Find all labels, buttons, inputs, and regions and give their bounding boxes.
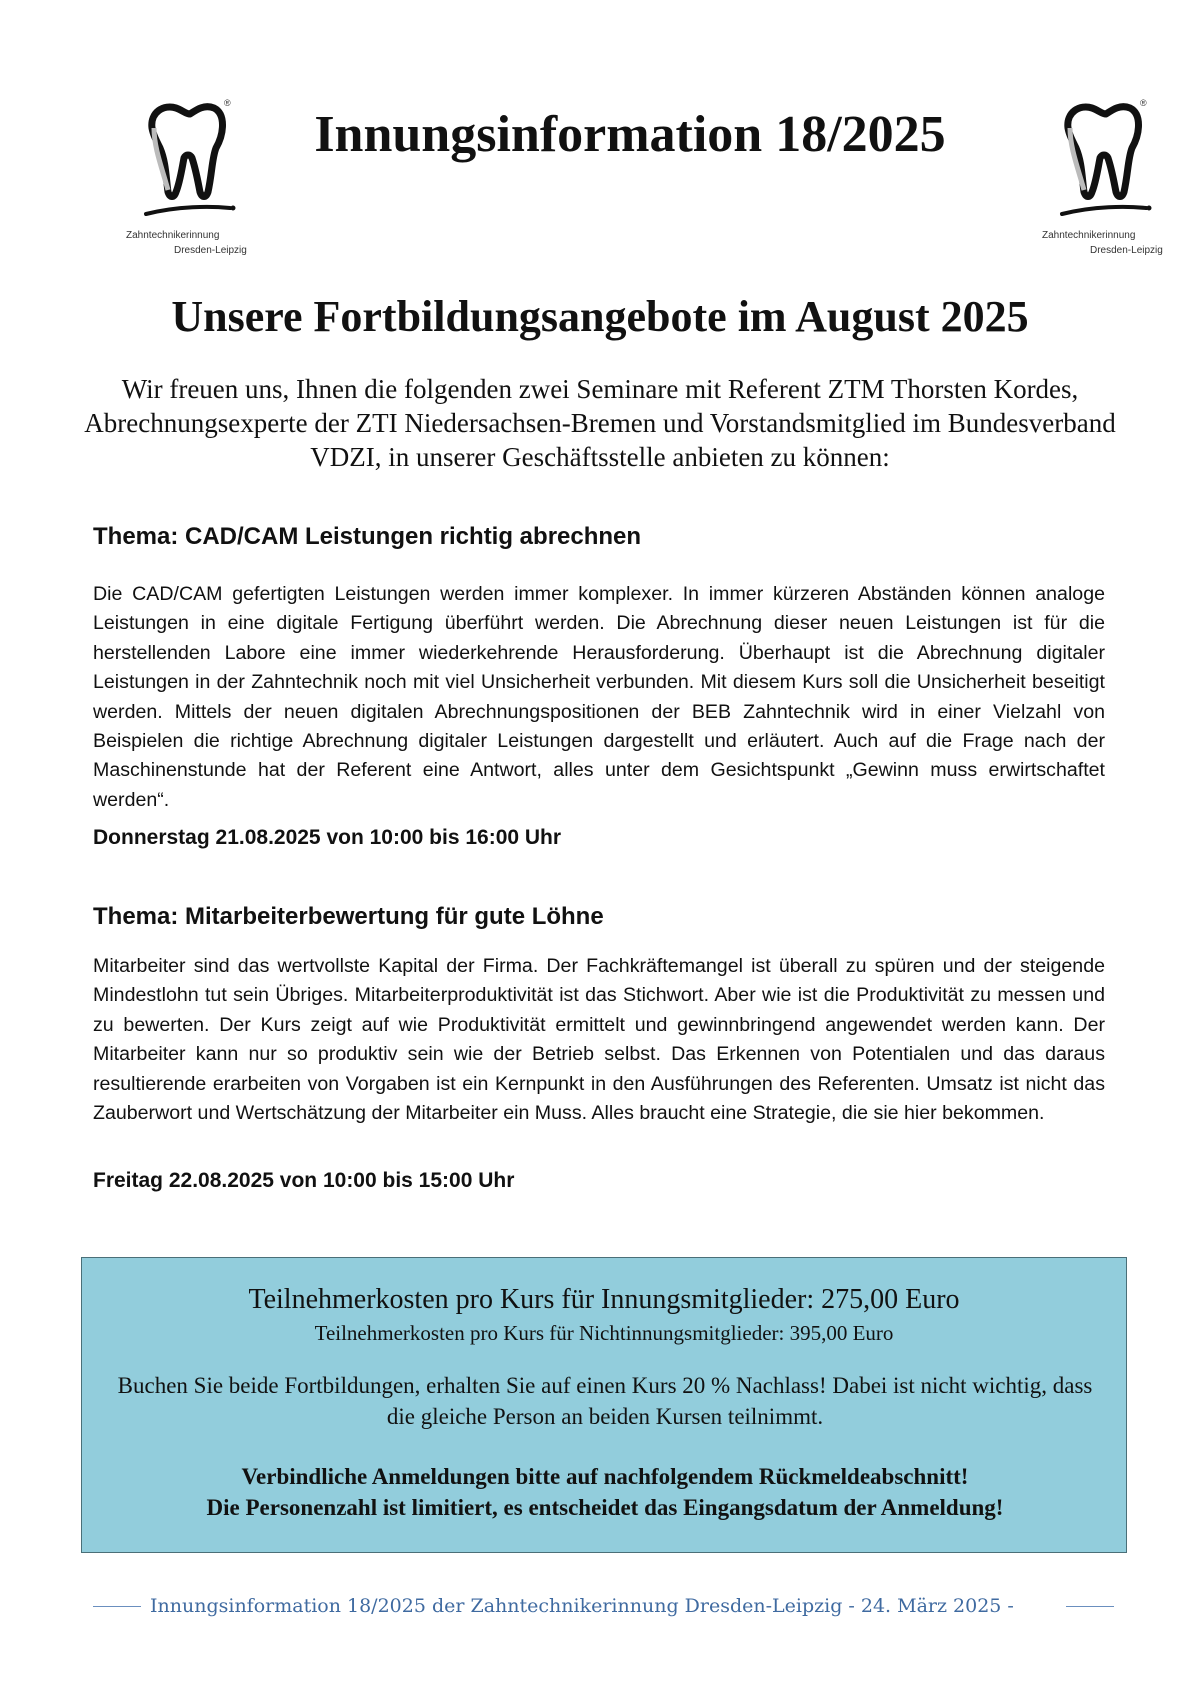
pricing-box — [81, 1257, 1127, 1553]
footer-rule-right — [1066, 1606, 1114, 1607]
discount-note: Buchen Sie beide Fortbildungen, erhalten Sie auf einen Kurs 20 % Nachlass! Dabei ist nicht wichtig, dass die gleiche Person an beiden Kursen teilnimmt. — [117, 1373, 1093, 1429]
footer-rule-left — [93, 1606, 141, 1607]
page-title: Innungsinformation 18/2025 — [314, 106, 946, 163]
member-price: Teilnehmerkosten pro Kurs für Innungsmitglieder: 275,00 Euro — [248, 1284, 960, 1315]
seminar-description: Die CAD/CAM gefertigten Leistungen werden immer komplexer. In immer kürzeren Abständen können analoge Leistungen in eine digitale Fertigung überführt werden. Die Abrechnung dieser neuen Leistungen ist für die herstellenden Labore eine immer wiederkehrende Herausforderung. Überhaupt ist die Abrechnung digitaler Leistungen in der Zahntechnik noch mit viel Unsicherheit verbunden. Mit diesem Kurs soll die Unsicherheit beseitigt werden. Mittels der neuen digitalen Abrechnungspositionen der BEB Zahntechnik wird in einer Vielzahl von Beispielen die richtige Abrechnung digitaler Leistungen dargestellt und erläutert. Auch auf die Frage nach der Maschinenstunde hat der Referent eine Antwort, alles unter dem Gesichtspunkt „Gewinn muss erwirtschaftet werden“. — [93, 583, 1105, 811]
logo-name-line2: Dresden-Leipzig — [174, 245, 247, 256]
logo-name-line1: Zahntechnikerinnung — [1042, 230, 1136, 241]
page-footer — [0, 1592, 1200, 1622]
seminar-description: Mitarbeiter sind das wertvollste Kapital der Firma. Der Fachkräftemangel ist überall zu spüren und der steigende Mindestlohn tut sein Übriges. Mitarbeiterproduktivität ist das Stichwort. Aber wie ist die Produktivität zu messen und zu bewerten. Der Kurs zeigt auf wie Produktivität ermittelt und gewinnbringend angewendet werden kann. Der Mitarbeiter kann nur so produktiv sein wie der Betrieb selbst. Das Erkennen von Potentialen und das daraus resultierende erarbeiten von Vorgaben ist ein Kernpunkt in den Ausführungen des Referenten. Umsatz ist nicht das Zauberwort und Wertschätzung der Mitarbeiter ein Muss. Alles braucht eine Strategie, die sie hier bekommen. — [93, 955, 1105, 1125]
registration-note — [102, 1461, 1108, 1523]
registration-line-1: Verbindliche Anmeldungen bitte auf nachfolgendem Rückmeldeabschnitt! — [241, 1464, 969, 1489]
svg-text:®: ® — [1140, 98, 1147, 108]
seminar-heading: Thema: Mitarbeiterbewertung für gute Löhne — [93, 903, 604, 930]
tooth-icon — [1054, 98, 1154, 223]
seminar-heading: Thema: CAD/CAM Leistungen richtig abrechnen — [93, 523, 642, 550]
page-subtitle: Unsere Fortbildungsangebote im August 2025 — [171, 292, 1029, 341]
seminar-date: Freitag 22.08.2025 von 10:00 bis 15:00 Uhr — [93, 1169, 515, 1192]
footer-text: Innungsinformation 18/2025 der Zahntechnikerinnung Dresden-Leipzig - 24. März 2025 - — [150, 1595, 1014, 1617]
logo-name-line2: Dresden-Leipzig — [1090, 245, 1163, 256]
nonmember-price: Teilnehmerkosten pro Kurs für Nichtinnungsmitglieder: 395,00 Euro — [314, 1321, 894, 1345]
svg-text:®: ® — [224, 98, 231, 108]
registration-line-2: Die Personenzahl ist limitiert, es entscheidet das Eingangsdatum der Anmeldung! — [206, 1495, 1004, 1520]
logo-name-line1: Zahntechnikerinnung — [126, 230, 220, 241]
intro-paragraph: Wir freuen uns, Ihnen die folgenden zwei Seminare mit Referent ZTM Thorsten Kordes, Abrechnungsexperte der ZTI Niedersachsen-Bremen und Vorstandsmitglied im Bundesverband VDZI, in unserer Geschäftsstelle anbieten zu können: — [84, 374, 1116, 472]
seminar-date: Donnerstag 21.08.2025 von 10:00 bis 16:00 Uhr — [93, 826, 562, 849]
